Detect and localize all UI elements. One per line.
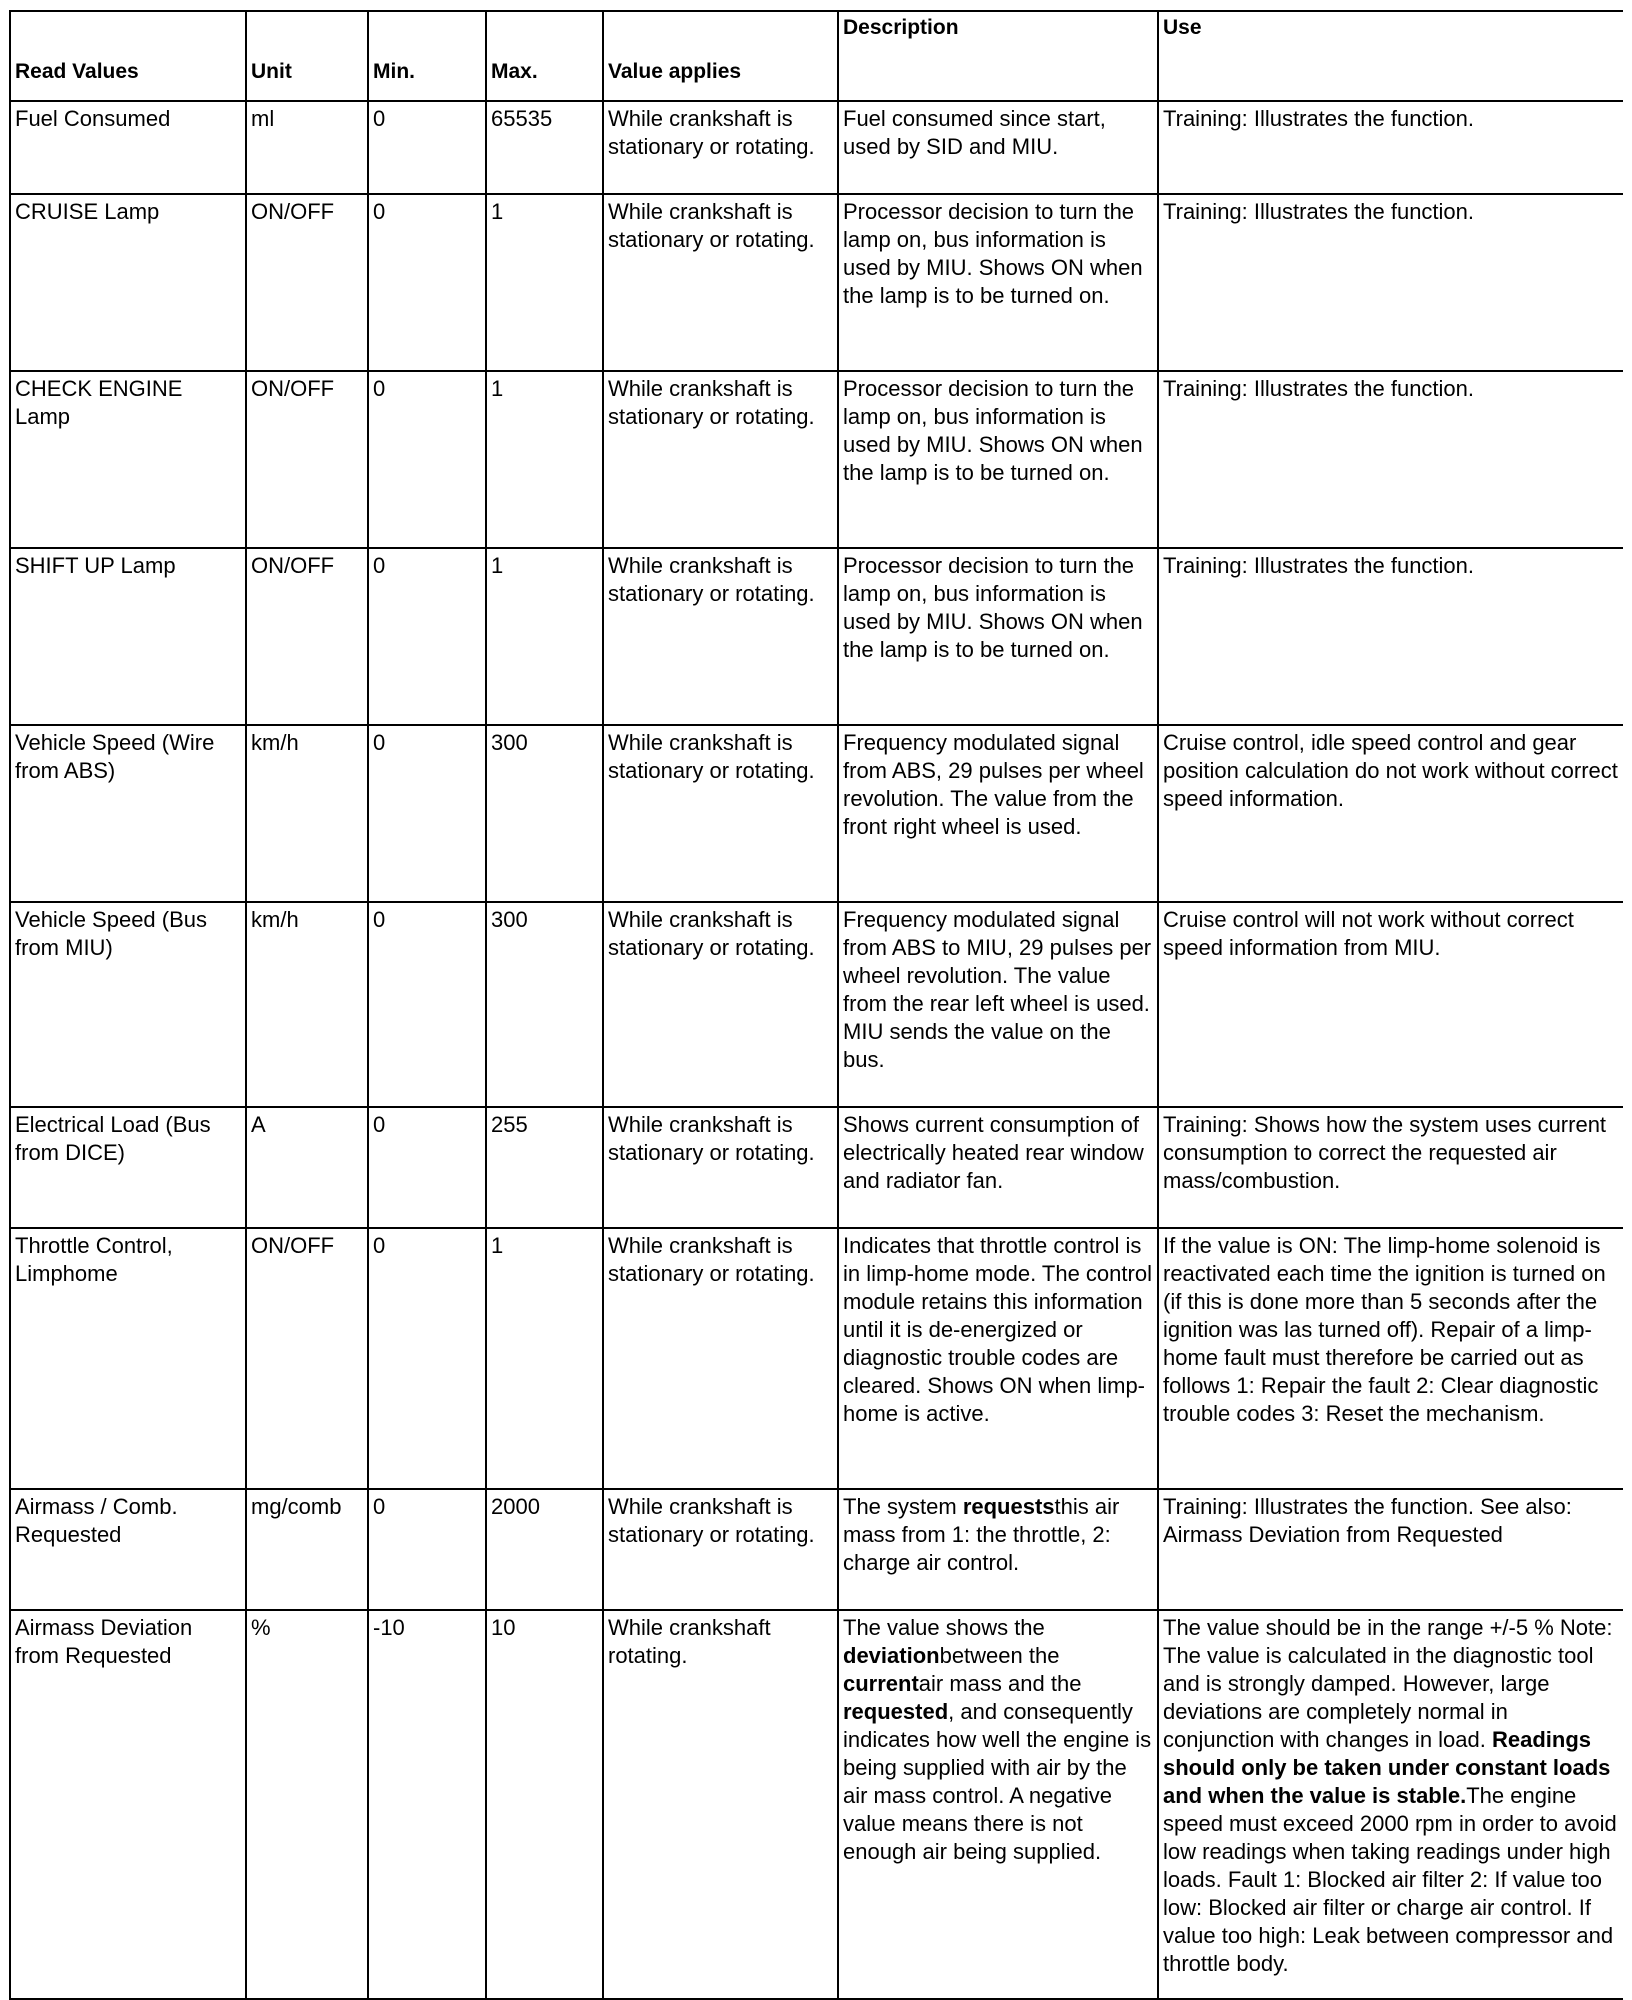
cell-read-value: Throttle Control, Limphome	[10, 1228, 246, 1489]
cell-description	[838, 1610, 1158, 1999]
header-value-applies: Value applies	[603, 11, 838, 101]
cell-min: 0	[368, 371, 486, 548]
description-text: this air mass from 1: the throttle, 2: charge air control.	[843, 1494, 1120, 1575]
cell-min: 0	[368, 725, 486, 902]
cell-unit: mg/comb	[246, 1489, 368, 1610]
cell-max: 65535	[486, 101, 603, 194]
cell-unit: km/h	[246, 725, 368, 902]
cell-min: 0	[368, 101, 486, 194]
cell-value-applies: While crankshaft is stationary or rotating.	[603, 548, 838, 725]
cell-use: Training: Illustrates the function. See also: Airmass Deviation from Requested	[1158, 1489, 1623, 1610]
use-bold-text: Readings should only be taken under constant loads and when the value is stable.	[1163, 1727, 1611, 1808]
header-row	[10, 11, 1623, 101]
cell-value-applies: While crankshaft is stationary or rotating.	[603, 902, 838, 1107]
document-page	[9, 10, 1622, 1976]
cell-description: Processor decision to turn the lamp on, bus information is used by MIU. Shows ON when the lamp is to be turned on.	[838, 194, 1158, 371]
cell-read-value: Fuel Consumed	[10, 101, 246, 194]
table-row	[10, 725, 1623, 902]
cell-min: 0	[368, 902, 486, 1107]
cell-max: 300	[486, 902, 603, 1107]
cell-description: Processor decision to turn the lamp on, bus information is used by MIU. Shows ON when the lamp is to be turned on.	[838, 371, 1158, 548]
cell-use: Training: Illustrates the function.	[1158, 371, 1623, 548]
cell-use	[1158, 1610, 1623, 1999]
description-text: The value shows the	[843, 1615, 1045, 1640]
cell-value-applies: While crankshaft is stationary or rotating.	[603, 1107, 838, 1228]
cell-value-applies: While crankshaft is stationary or rotating.	[603, 101, 838, 194]
description-text: between the	[939, 1643, 1060, 1668]
cell-read-value: CHECK ENGINE Lamp	[10, 371, 246, 548]
cell-min: 0	[368, 1107, 486, 1228]
cell-max: 1	[486, 548, 603, 725]
table-row	[10, 1228, 1623, 1489]
description-bold-text: current	[843, 1671, 919, 1696]
header-min: Min.	[368, 11, 486, 101]
cell-value-applies: While crankshaft is stationary or rotating.	[603, 1489, 838, 1610]
use-text: The value should be in the range +/-5 % Note: The value is calculated in the diagnostic tool and is strongly damped. However, large deviations are completely normal in conjunction with changes in load.	[1163, 1615, 1613, 1752]
cell-unit: %	[246, 1610, 368, 1999]
cell-use: Training: Illustrates the function.	[1158, 194, 1623, 371]
cell-unit: ON/OFF	[246, 194, 368, 371]
header-max: Max.	[486, 11, 603, 101]
cell-value-applies: While crankshaft is stationary or rotating.	[603, 371, 838, 548]
table-row	[10, 194, 1623, 371]
cell-use: Training: Illustrates the function.	[1158, 548, 1623, 725]
cell-description: Frequency modulated signal from ABS, 29 pulses per wheel revolution. The value from the front right wheel is used.	[838, 725, 1158, 902]
cell-unit: A	[246, 1107, 368, 1228]
cell-unit: km/h	[246, 902, 368, 1107]
description-text: air mass and the	[918, 1671, 1082, 1696]
cell-read-value: Vehicle Speed (Bus from MIU)	[10, 902, 246, 1107]
table-row	[10, 101, 1623, 194]
header-unit: Unit	[246, 11, 368, 101]
table-row	[10, 1489, 1623, 1610]
cell-use: Cruise control will not work without correct speed information from MIU.	[1158, 902, 1623, 1107]
header-read-values: Read Values	[10, 11, 246, 101]
cell-use: Training: Shows how the system uses current consumption to correct the requested air mass/combustion.	[1158, 1107, 1623, 1228]
cell-value-applies: While crankshaft rotating.	[603, 1610, 838, 1999]
use-text: The engine speed must exceed 2000 rpm in order to avoid low readings when taking readings under high loads. Fault 1: Blocked air filter 2: If value too low: Blocked air filter or charge air control. If value too high: Leak between compressor and throttle body.	[1163, 1783, 1617, 1976]
cell-use: Training: Illustrates the function.	[1158, 101, 1623, 194]
cell-description: Fuel consumed since start, used by SID and MIU.	[838, 101, 1158, 194]
cell-read-value: Airmass / Comb. Requested	[10, 1489, 246, 1610]
cell-unit: ON/OFF	[246, 548, 368, 725]
cell-read-value: SHIFT UP Lamp	[10, 548, 246, 725]
table-row	[10, 371, 1623, 548]
table-row	[10, 902, 1623, 1107]
cell-max: 255	[486, 1107, 603, 1228]
cell-value-applies: While crankshaft is stationary or rotating.	[603, 194, 838, 371]
cell-min: -10	[368, 1610, 486, 1999]
table-row	[10, 1107, 1623, 1228]
cell-unit: ml	[246, 101, 368, 194]
cell-max: 1	[486, 1228, 603, 1489]
cell-read-value: CRUISE Lamp	[10, 194, 246, 371]
read-values-table	[9, 10, 1623, 2000]
table-row	[10, 1610, 1623, 1999]
description-bold-text: deviation	[843, 1643, 940, 1668]
header-use: Use	[1158, 11, 1623, 101]
cell-description: Shows current consumption of electrically heated rear window and radiator fan.	[838, 1107, 1158, 1228]
header-description: Description	[838, 11, 1158, 101]
cell-use: If the value is ON: The limp-home solenoid is reactivated each time the ignition is turned on (if this is done more than 5 seconds after the ignition was las turned off). Repair of a limp-home fault must therefore be carried out as follows 1: Repair the fault 2: Clear diagnostic trouble codes 3: Reset the mechanism.	[1158, 1228, 1623, 1489]
cell-min: 0	[368, 1489, 486, 1610]
cell-description: Processor decision to turn the lamp on, bus information is used by MIU. Shows ON when the lamp is to be turned on.	[838, 548, 1158, 725]
cell-description: Frequency modulated signal from ABS to MIU, 29 pulses per wheel revolution. The value from the rear left wheel is used. MIU sends the value on the bus.	[838, 902, 1158, 1107]
description-text: , and consequently indicates how well the engine is being supplied with air by the air mass control. A negative value means there is not enough air being supplied.	[843, 1699, 1152, 1864]
cell-max: 300	[486, 725, 603, 902]
cell-min: 0	[368, 194, 486, 371]
cell-min: 0	[368, 1228, 486, 1489]
cell-use: Cruise control, idle speed control and gear position calculation do not work without correct speed information.	[1158, 725, 1623, 902]
cell-value-applies: While crankshaft is stationary or rotating.	[603, 725, 838, 902]
cell-description: Indicates that throttle control is in limp-home mode. The control module retains this information until it is de-energized or diagnostic trouble codes are cleared. Shows ON when limp-home is active.	[838, 1228, 1158, 1489]
cell-description	[838, 1489, 1158, 1610]
description-bold-text: requested	[843, 1699, 949, 1724]
cell-max: 1	[486, 194, 603, 371]
description-bold-text: requests	[962, 1494, 1055, 1519]
cell-unit: ON/OFF	[246, 371, 368, 548]
cell-max: 1	[486, 371, 603, 548]
cell-read-value: Electrical Load (Bus from DICE)	[10, 1107, 246, 1228]
cell-max: 2000	[486, 1489, 603, 1610]
description-text: The system	[843, 1494, 963, 1519]
cell-read-value: Vehicle Speed (Wire from ABS)	[10, 725, 246, 902]
cell-read-value: Airmass Deviation from Requested	[10, 1610, 246, 1999]
table-row	[10, 548, 1623, 725]
cell-min: 0	[368, 548, 486, 725]
cell-value-applies: While crankshaft is stationary or rotating.	[603, 1228, 838, 1489]
cell-unit: ON/OFF	[246, 1228, 368, 1489]
cell-max: 10	[486, 1610, 603, 1999]
